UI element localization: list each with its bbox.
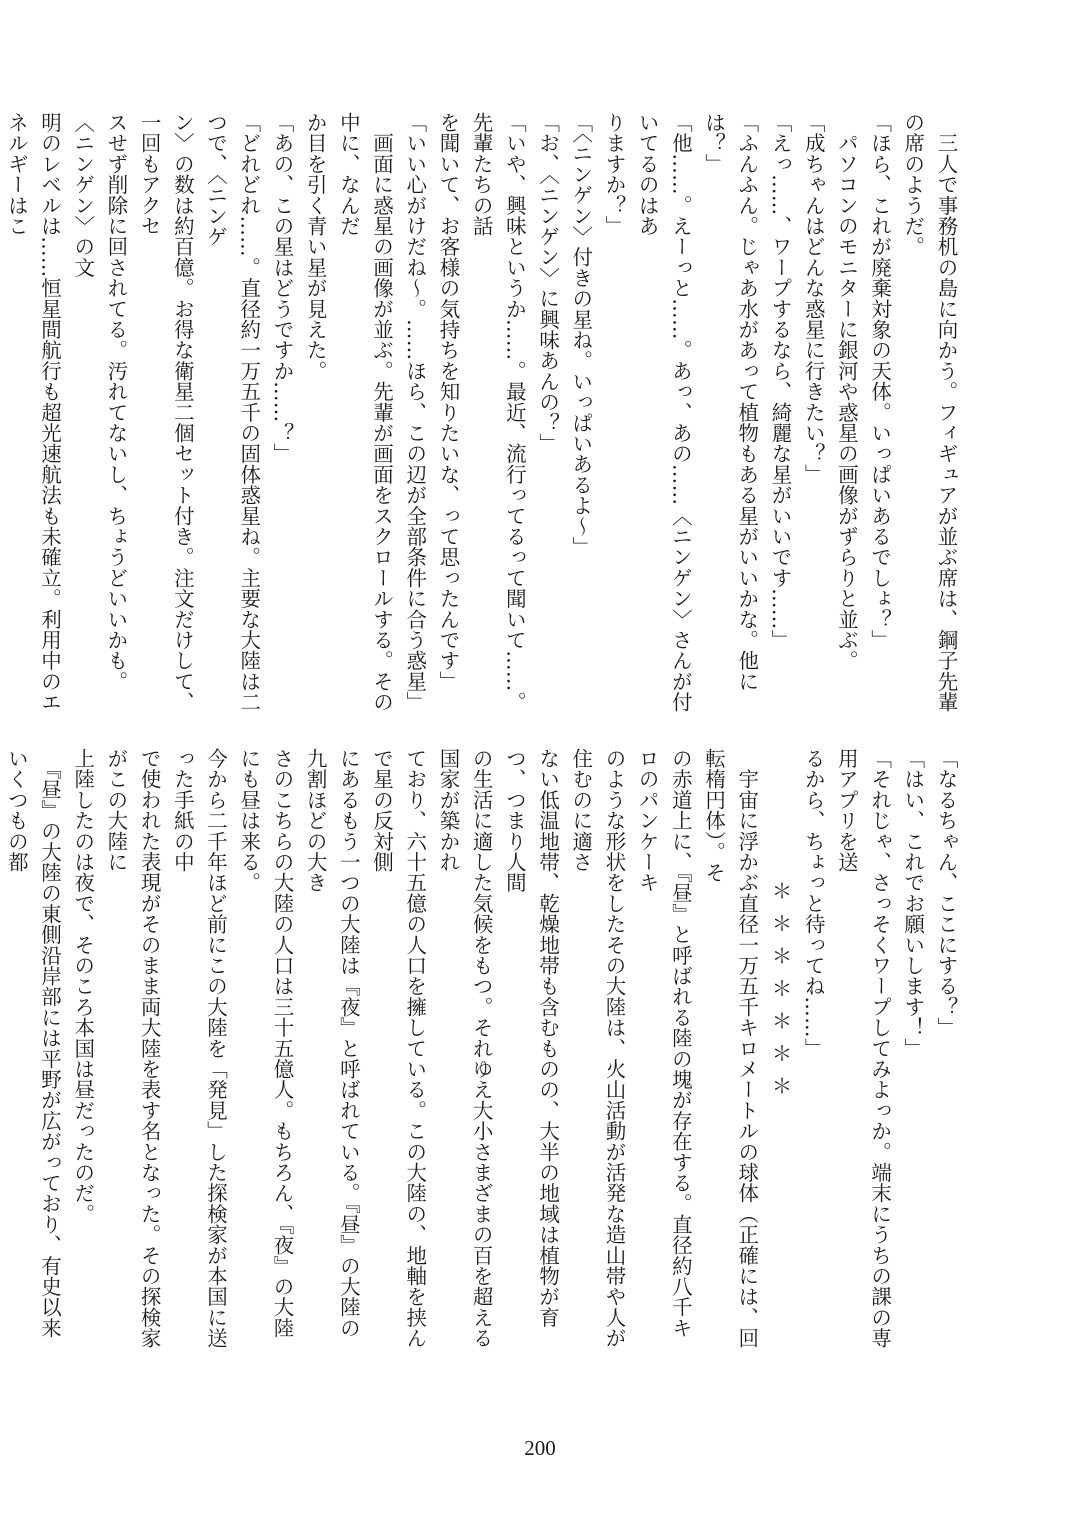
text-line: りますか？」 [601,112,626,237]
text-line: 「お、〈ニンゲン〉に興味あんの？」 [535,112,560,454]
text-line: 「ほら、これが廃棄対象の天体。いっぱいあるでしょ？」 [867,112,892,651]
text-line: ない低温地帯、乾燥地帯も含むものの、大半の地域は植物が育つ、つまり人間 [502,748,560,1328]
text-line: ン〉の数は約百億。お得な衛星二個セット付き。注文だけして、一回もアクセ [137,112,195,713]
text-line: 「なるちゃん、ここにする？」 [934,748,958,1038]
text-line: 「それじゃ、さっそくワープしてみよっか。端末にうちの課の専用アプリを送 [834,748,892,1349]
text-line: ており、六十五億の人口を擁している。この大陸の、地軸を挟んで星の反対側 [369,748,427,1349]
text-line: 「ふんふん。じゃあ水があって植物もある星がいいかな。他には？」 [701,112,759,692]
text-line: にあるもう一つの大陸は『夜』と呼ばれている。『昼』の大陸の九割ほどの大き [303,748,361,1339]
page-number: 200 [524,1436,556,1460]
text-line: 「どれどれ……。直径約一万五千の固体惑星ね。主要な大陸は二つで、〈ニンゲ [203,112,261,713]
text-line: で使われた表現がそのまま両大陸を表す名となった。その探検家がこの大陸に [103,748,162,1349]
text-line: 明のレベルは……恒星間航行も超光速航法も未確立。利用中のエネルギーはこ [4,112,62,713]
lower-text-block [4,748,962,1358]
text-line: 「えっ……、ワープするなら、綺麗な星がいいです……」 [767,112,792,651]
section-separator: ＊＊＊＊＊＊＊ [767,880,792,1108]
text-line: さのこちらの大陸の人口は三十五億人。もちろん、『夜』の大陸にも昼は来る。 [236,748,294,1339]
text-line: 「はい、これでお願いします！」 [900,748,925,1059]
text-line: のような形状をしたその大陸は、火山活動が活発な造山帯や人が住むのに適さ [568,748,626,1349]
text-line: 「あの、この星はどうですか……？」 [269,112,294,464]
text-line: 宇宙に浮かぶ直径一万五千キロメートルの球体（正確には、回転楕円体）。そ [701,748,759,1349]
text-line: を聞いて、お客様の気持ちを知りたいな、って思ったんです」 [435,112,460,692]
text-line: 「いい心がけだね～。……ほら、この辺が全部条件に合う惑星」 [402,112,427,713]
text-line: 今から二千年ほど前にこの大陸を「発見」した探検家が本国に送った手紙の中 [170,748,228,1349]
text-line: 三人で事務机の島に向かう。フィギュアが並ぶ席は、鋼子先輩の席のようだ。 [900,112,958,713]
text-line: 「いや、興味というか……。最近、流行ってるって聞いて……。先輩たちの話 [469,112,527,713]
text-line: 画面に惑星の画像が並ぶ。先輩が画面をスクロールする。その中に、なんだ [336,112,394,713]
upper-text-block [4,112,962,722]
text-line: か目を引く青い星が見えた。 [303,112,328,382]
text-line: パソコンのモニターに銀河や惑星の画像がずらりと並ぶ。 [834,112,859,671]
text-line: の生活に適した気候をもつ。それゆえ大小さまざまの百を超える国家が築かれ [435,748,494,1349]
text-line: の赤道上に、『昼』と呼ばれる陸の塊が存在する。直径約八千キロのパンケーキ [635,748,693,1339]
text-line: るから、ちょっと待ってね……」 [801,748,826,1059]
text-line: スせず削除に回されてる。汚れてないし、ちょうどいいかも。〈ニンゲン〉の文 [70,112,128,692]
text-line: 「〈ニンゲン〉付きの星ね。いっぱいあるよ～」 [568,112,593,558]
text-line: 「成ちゃんはどんな惑星に行きたい？」 [801,112,826,485]
text-line: 「他……。えーっと……。あっ、あの……〈ニンゲン〉さんが付いてるのはあ [635,112,693,713]
text-line: 上陸したのは夜で、そのころ本国は昼だったのだ。 [70,748,95,1225]
text-line: 『昼』の大陸の東側沿岸部には平野が広がっており、有史以来いくつもの都 [4,748,62,1339]
